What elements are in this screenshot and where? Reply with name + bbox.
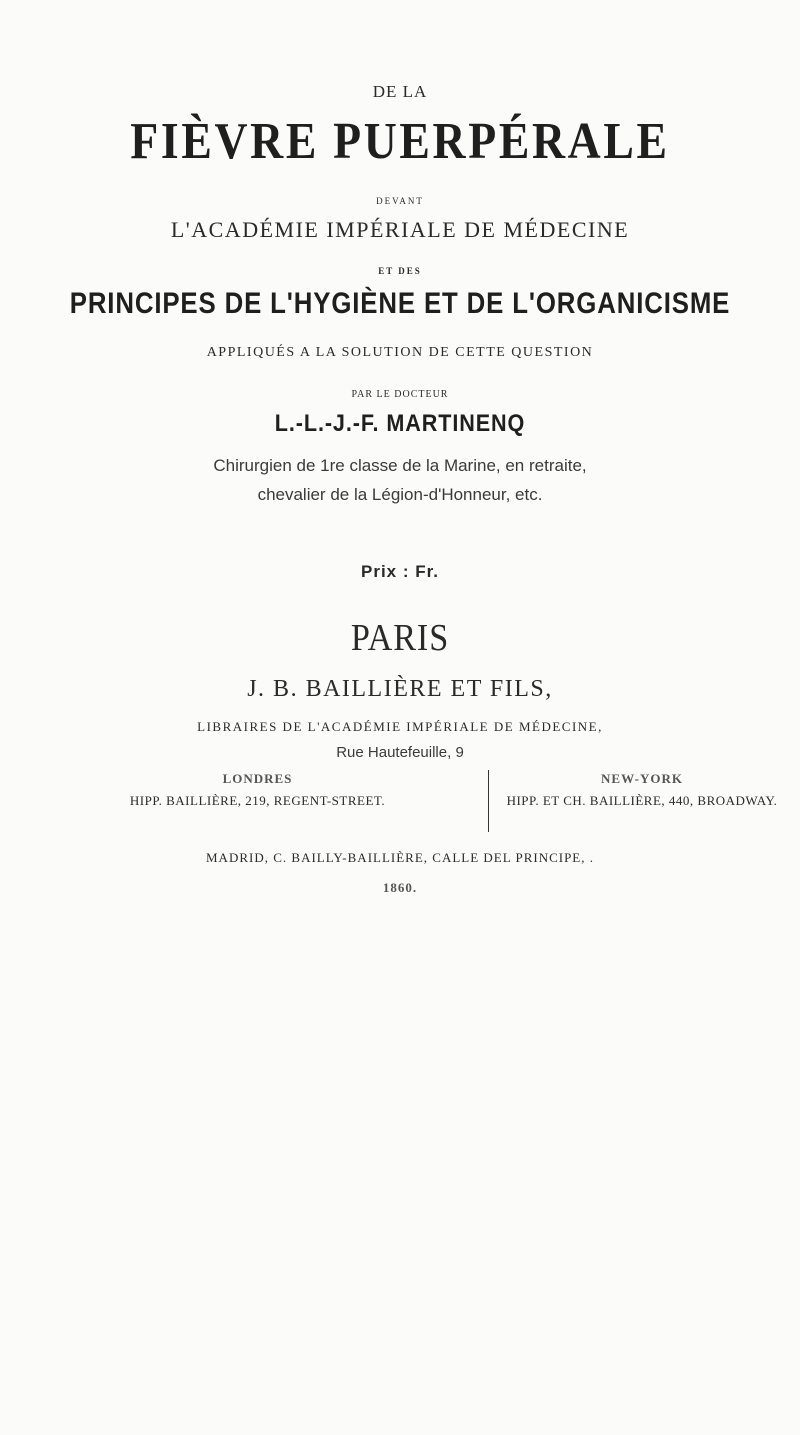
pretitle: DE LA — [372, 82, 428, 101]
main-title: FIÈVRE PUERPÉRALE — [130, 113, 670, 170]
london-address: HIPP. BAILLIÈRE, 219, REGENT-STREET. — [129, 793, 386, 808]
price-line: Prix : Fr. — [360, 562, 440, 581]
madrid-branch: MADRID, C. BAILLY-BAILLIÈRE, CALLE DEL PRINCIPE, . — [206, 850, 594, 865]
london-label: LONDRES — [222, 771, 293, 786]
author-name: L.-L.-J.-F. MARTINENQ — [274, 410, 526, 437]
newyork-label: NEW-YORK — [601, 771, 683, 786]
devant-label: DEVANT — [376, 196, 424, 206]
publisher-street: Rue Hautefeuille, 9 — [336, 744, 464, 761]
imprint-city: PARIS — [350, 617, 450, 659]
column-divider — [488, 770, 489, 832]
appliques-line: APPLIQUÉS A LA SOLUTION DE CETTE QUESTION — [206, 345, 594, 360]
newyork-branch — [492, 768, 792, 812]
author-credit-line-1: Chirurgien de 1re classe de la Marine, en retraite, — [213, 456, 587, 475]
par-le-docteur: PAR LE DOCTEUR — [351, 389, 449, 400]
newyork-address: HIPP. ET CH. BAILLIÈRE, 440, BROADWAY. — [506, 793, 778, 808]
publisher-description: LIBRAIRES DE L'ACADÉMIE IMPÉRIALE DE MÉDECINE, — [197, 719, 603, 734]
principes-line: PRINCIPES DE L'HYGIÈNE ET DE L'ORGANICISME — [69, 287, 731, 320]
author-credit-line-2: chevalier de la Légion-d'Honneur, etc. — [257, 485, 543, 504]
publisher-name: J. B. BAILLIÈRE ET FILS, — [247, 676, 553, 702]
et-des-label: ET DES — [378, 266, 422, 276]
academie-line: L'ACADÉMIE IMPÉRIALE DE MÉDECINE — [170, 217, 630, 242]
branch-addresses — [0, 768, 800, 838]
london-branch — [30, 768, 485, 812]
publication-year: 1860. — [382, 880, 418, 895]
